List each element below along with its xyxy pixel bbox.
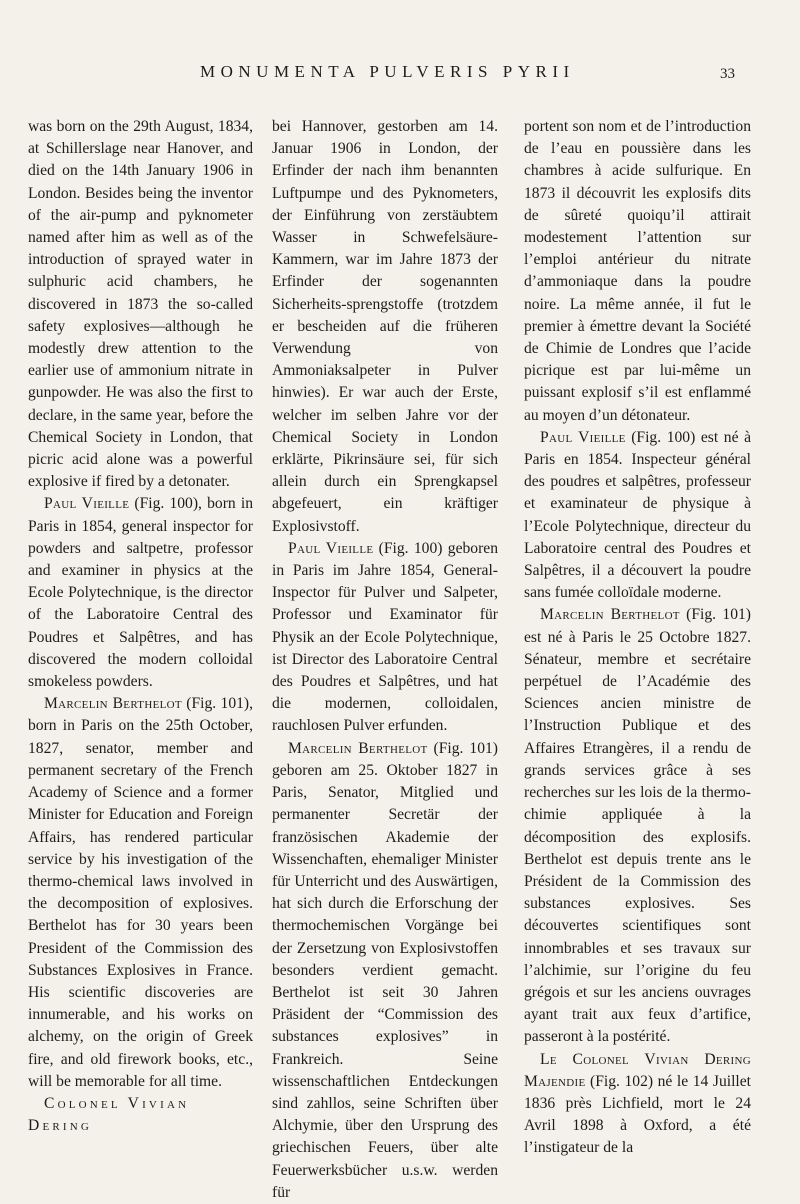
english-paragraph-1: was born on the 29th August, 1834, at Schillerslage near Hanover, and died on the 14th January 1906 in London. Besides being the inventor of the air-pump and pyknometer named after him as well as of the introduction of sprayed water in sulphuric acid chambers, he discovered in 1873 the so-called safety explosives—although he modestly drew attention to the earlier use of ammonium nitrate in gunpowder. He was also the first to declare, in the same year, before the Chemical Society in London, that picric acid alone was a powerful explosive if fired by a detonater. — [28, 118, 253, 491]
english-paragraph-dering — [28, 1093, 253, 1137]
english-column — [28, 116, 253, 1137]
french-vieille-text: (Fig. 100) est né à Paris en 1854. Inspecteur général des poudres et salpêtres, professeur et examinateur de physique à l’Ecole Polytechnique, directeur du Laboratoire central des Poudres et Salpêtres, il a découvert la poudre sans fumée colloïdale moderne. — [524, 428, 751, 602]
name-paul-vieille: Paul Vieille — [44, 495, 130, 513]
german-berthelot-text: (Fig. 101) geboren am 25. Oktober 1827 in Paris, Senator, Mitglied und permanenter Secretär der französischen Akademie der Wissenchaften, ehemaliger Minister für Unterricht und des Auswärtigen, hat sich durch die Erforschung der thermochemischen Vorgänge bei der Zersetzung von Explosivstoffen besonders verdient gemacht. Berthelot ist seit 30 Jahren Präsident der “Commission des substances explosives” in Frankreich. Seine wissenschaftlichen Entdeckungen sind zahllos, seine Schriften über Alchymie, über den Ursprung des griechischen Feuers, über alte Feuerwerksbücher u.s.w. werden für — [272, 739, 498, 1201]
name-marcelin-berthelot: Marcelin Berthelot — [288, 739, 428, 757]
french-paragraph-1: portent son nom et de l’introduction de l’eau en poussière dans les chambres à acide sulfurique. En 1873 il découvrit les explosifs dits de sûreté quoiqu’il attirait modestement l’attention sur l’emploi antérieur du nitrate d’ammoniaque dans la poudre noire. La même année, il fut le premier à émettre devant la Société de Chimie de Londres que l’acide picrique est par lui-même un puissant explosif s’il est enflammé au moyen d’un détonateur. — [524, 118, 751, 424]
name-marcelin-berthelot: Marcelin Berthelot — [44, 695, 182, 713]
name-colonel-vivian-dering: Colonel Vivian Dering — [28, 1094, 190, 1135]
name-paul-vieille: Paul Vieille — [540, 428, 626, 446]
running-title: MONUMENTA PULVERIS PYRII — [200, 62, 575, 81]
french-paragraph-vieille — [524, 427, 751, 605]
english-paragraph-vieille — [28, 493, 253, 693]
german-vieille-text: (Fig. 100) geboren in Paris im Jahre 1854, General-Inspector für Pulver und Salpeter, Professor und Examinator für Physik an der Ecole Polytechnique, ist Director des Laboratoire Central des Poudres et Salpêtres, und hat die modernen, colloidalen, rauchlosen Pulver erfunden. — [272, 539, 498, 735]
french-column — [524, 116, 751, 1160]
english-berthelot-text: (Fig. 101), born in Paris on the 25th October, 1827, senator, member and permanent secretary of the French Academy of Science and a former Minister for Education and Foreign Affairs, has rendered particular service by his investigation of the thermo-chemical laws involved in the decomposition of explosives. Berthelot has for 30 years been President of the Commission des Substances Explosives in France. His scientific discoveries are innumerable, and his works on alchemy, on the origin of Greek fire, and old firework books, etc., will be memorable for all time. — [28, 695, 254, 1090]
french-berthelot-text: (Fig. 101) est né à Paris le 25 Octobre 1827. Sénateur, membre et secrétaire perpétuel de l’Académie des Sciences ancien ministre de l’Instruction Publique et des Affaires Etrangères, il a rendu de grands services grâce à ses recherches sur les lois de la thermo-chimie appliquée à la décomposition des explosifs. Berthelot est depuis trente ans le Président de la Commission des substances explosives. Ses découvertes scientifiques sont innombrables et ses travaux sur l’alchimie, sur l’origine du feu grégois et sur les anciens ouvrages ayant trait aux feux d’artifice, passeront à la postérité. — [524, 606, 752, 1046]
name-colonel-vivian-dering-majendie: Le Colonel Vivian Dering Majendie — [524, 1050, 751, 1090]
german-paragraph-vieille — [272, 538, 498, 738]
name-paul-vieille: Paul Vieille — [288, 539, 374, 557]
name-marcelin-berthelot: Marcelin Berthelot — [540, 606, 680, 624]
english-paragraph-berthelot — [28, 693, 253, 1093]
french-paragraph-dering — [524, 1049, 751, 1160]
page-number: 33 — [720, 66, 735, 82]
german-column — [272, 116, 498, 1204]
french-dering-text: (Fig. 102) né le 14 Juillet 1836 près Lichfield, mort le 24 Avril 1898 à Oxford, a été l’instigateur de la — [524, 1072, 751, 1157]
german-paragraph-berthelot — [272, 738, 498, 1204]
french-paragraph-berthelot — [524, 604, 751, 1048]
english-vieille-text: (Fig. 100), born in Paris in 1854, general inspector for powders and saltpetre, professor and examiner in physics at the Ecole Polytechnique, is the director of the Laboratoire Central des Poudres et Salpêtres, and has discovered the modern colloidal smokeless powders. — [28, 495, 253, 691]
german-paragraph-1: bei Hannover, gestorben am 14. Januar 1906 in London, der Erfinder der nach ihm benannten Luftpumpe und des Pyknometers, der Einführung von zerstäubtem Wasser in Schwefelsäure-Kammern, war im Jahre 1873 der Erfinder der sogenannten Sicherheits-sprengstoffe (trotzdem er bescheiden auf die früheren Verwendung von Ammoniaksalpeter in Pulver hinwies). Er war auch der Erste, welcher im selben Jahre vor der Chemical Society in London erklärte, Pikrinsäure sei, für sich allein durch ein Sprengkapsel abgefeuert, ein kräftiger Explosivstoff. — [272, 118, 498, 535]
